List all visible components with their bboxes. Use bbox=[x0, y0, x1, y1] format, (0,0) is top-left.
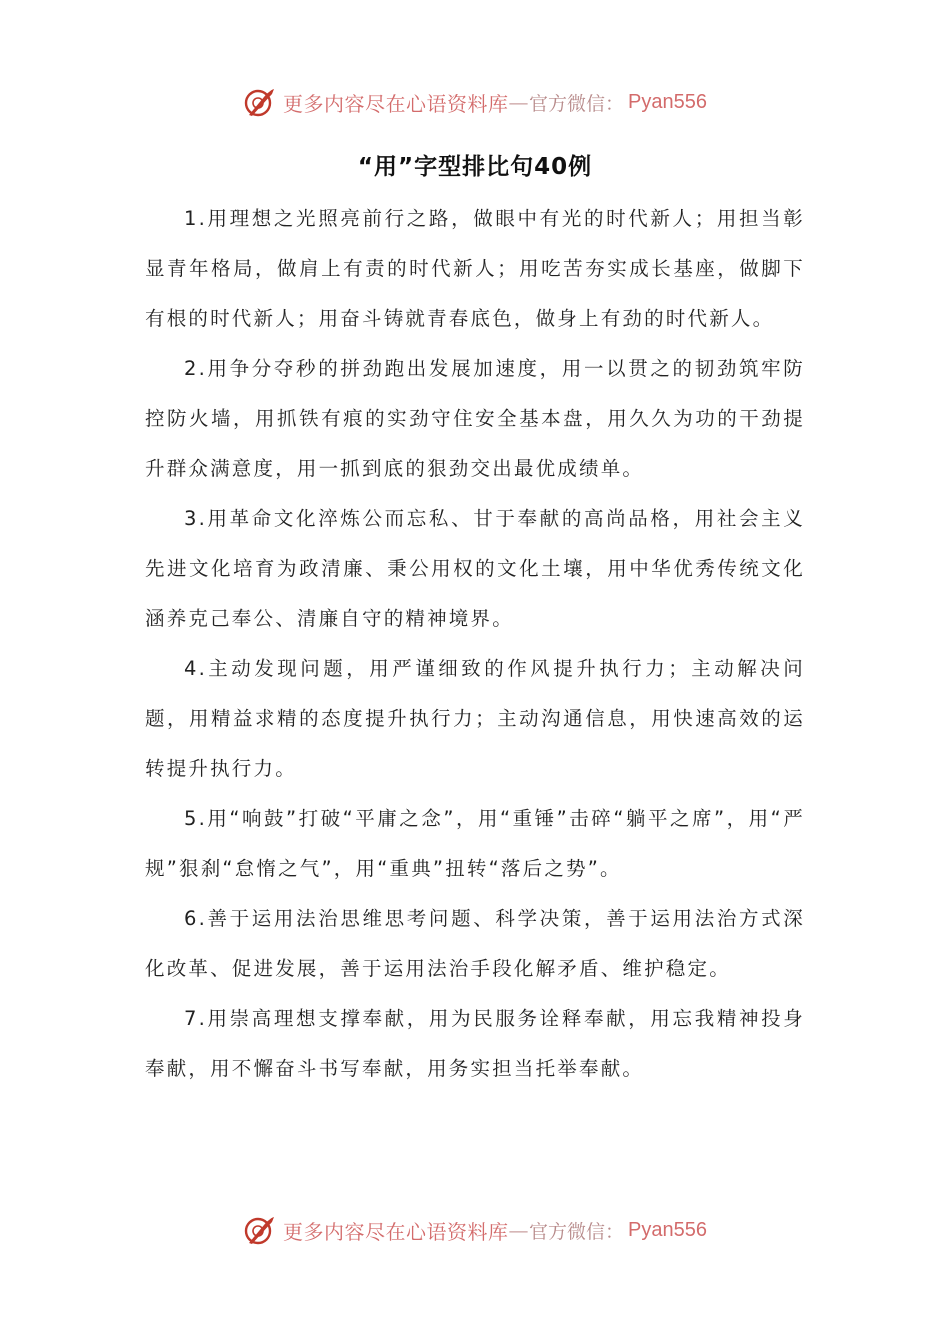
paragraph-1: 1.用理想之光照亮前行之路，做眼中有光的时代新人；用担当彰显青年格局，做肩上有责的时代新人；用吃苦夯实成长基座，做脚下有根的时代新人；用奋斗铸就青春底色，做身上有劲的时代新人。 bbox=[145, 207, 805, 330]
footer-watermark-banner bbox=[0, 1210, 950, 1250]
paragraph-3: 3.用革命文化淬炼公而忘私、甘于奉献的高尚品格，用社会主义先进文化培育为政清廉、秉公用权的文化土壤，用中华优秀传统文化涵养克己奉公、清廉自守的精神境界。 bbox=[145, 507, 805, 630]
banner-wechat-id: Pyan556 bbox=[628, 90, 707, 113]
footer-banner-slogan: 更多内容尽在心语资料库 bbox=[283, 1219, 509, 1244]
paragraph-5: 5.用“响鼓”打破“平庸之念”，用“重锤”击碎“躺平之席”，用“严规”狠刹“怠惰之气”，用“重典”扭转“落后之势”。 bbox=[145, 807, 805, 880]
paragraph-6: 6.善于运用法治思维思考问题、科学决策，善于运用法治方式深化改革、促进发展，善于运用法治手段化解矛盾、维护稳定。 bbox=[145, 907, 805, 980]
paragraph-4: 4.主动发现问题，用严谨细致的作风提升执行力；主动解决问题，用精益求精的态度提升执行力；主动沟通信息，用快速高效的运转提升执行力。 bbox=[145, 657, 805, 780]
paragraph-7: 7.用崇高理想支撑奉献，用为民服务诠释奉献，用忘我精神投身奉献，用不懈奋斗书写奉献，用务实担当托举奉献。 bbox=[145, 1007, 805, 1080]
footer-banner-separator: — bbox=[508, 1218, 529, 1242]
paragraph-2: 2.用争分夺秒的拼劲跑出发展加速度，用一以贯之的韧劲筑牢防控防火墙，用抓铁有痕的实劲守住安全基本盘，用久久为功的干劲提升群众满意度，用一抓到底的狠劲交出最优成绩单。 bbox=[145, 357, 805, 480]
footer-banner-wechat-id: Pyan556 bbox=[628, 1218, 707, 1241]
quill-pen-logo-icon bbox=[243, 1213, 277, 1247]
quill-pen-logo-icon bbox=[243, 85, 277, 119]
document-title: “用”字型排比句40例 bbox=[357, 154, 593, 180]
banner-wechat-label: 官方微信： bbox=[529, 92, 625, 115]
banner-separator: — bbox=[508, 90, 529, 114]
document-body bbox=[145, 194, 805, 1094]
header-watermark-banner bbox=[0, 82, 950, 122]
banner-slogan: 更多内容尽在心语资料库 bbox=[283, 91, 509, 116]
footer-banner-wechat-label: 官方微信： bbox=[529, 1220, 625, 1243]
